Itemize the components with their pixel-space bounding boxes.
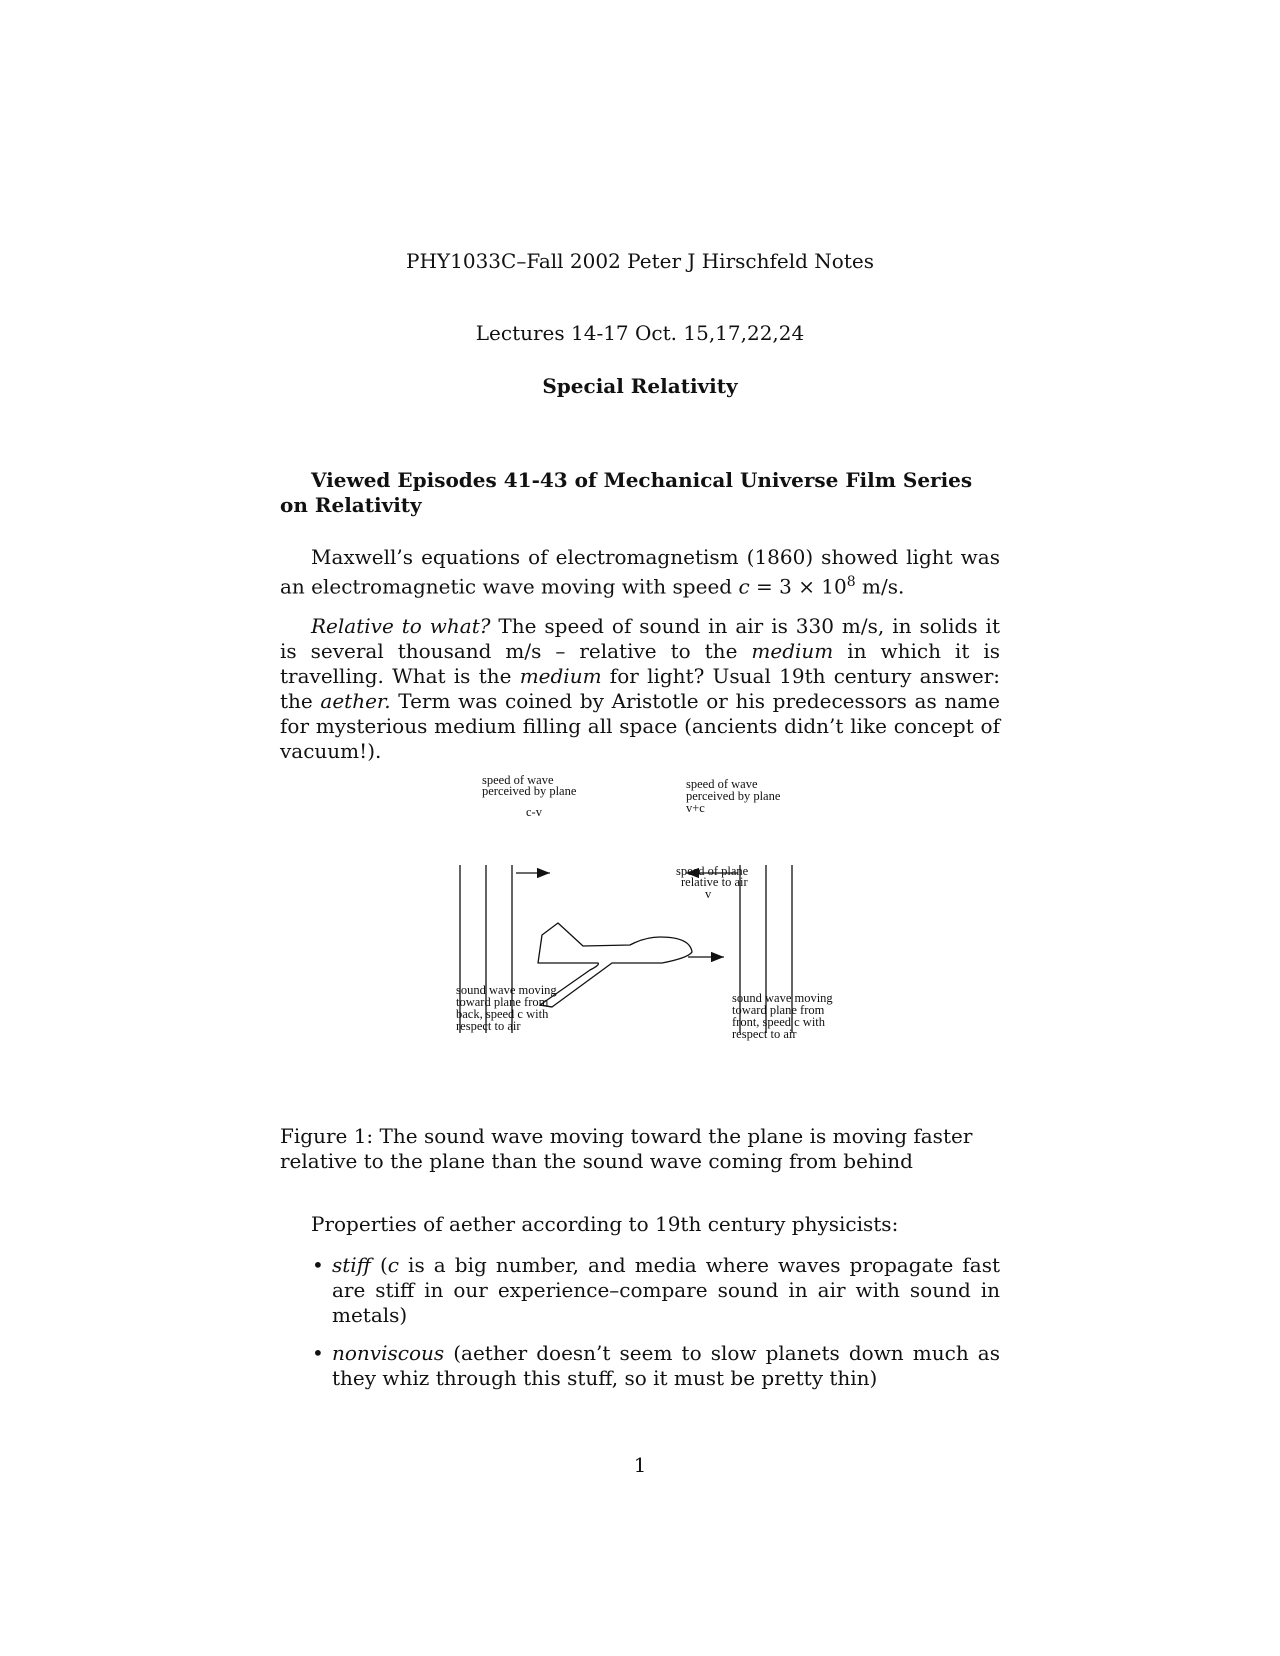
- right-bottom-label-3: front, speed c with: [732, 1015, 826, 1029]
- relative-text-b: in which it is travelling. What is the: [280, 639, 1001, 688]
- left-bottom-label-2: toward plane from: [456, 995, 549, 1009]
- properties-intro: Properties of aether according to 19th century physicists:: [311, 1212, 899, 1236]
- property-text: (aether doesn’t seem to slow planets down much as they whiz through this stuff, so it must be pretty thin): [332, 1341, 1000, 1390]
- relative-text-a: The speed of sound in air is 330 m/s, in solids it is several thousand m/s – relative to the: [280, 614, 1000, 663]
- left-top-label-2: perceived by plane: [482, 784, 577, 798]
- right-top-label-2: perceived by plane: [686, 789, 781, 803]
- bullet-icon: •: [312, 1341, 324, 1365]
- plane-arrow-label: v: [705, 887, 712, 901]
- course-header: PHY1033C–Fall 2002 Peter J Hirschfeld Notes: [406, 249, 874, 273]
- list-item: [300, 1253, 1000, 1328]
- left-bottom-label-1: sound wave moving: [456, 983, 557, 997]
- page-title: Special Relativity: [542, 374, 738, 398]
- right-bottom-label-4: respect to air: [732, 1027, 797, 1041]
- left-arrow-label: c-v: [526, 805, 542, 819]
- list-item: [300, 1341, 1000, 1391]
- relative-aether: aether.: [320, 689, 391, 713]
- section-heading: Viewed Episodes 41-43 of Mechanical Universe Film Series on Relativity: [280, 468, 973, 517]
- airplane-icon: [538, 923, 692, 1007]
- right-top-label-1: speed of wave: [686, 777, 758, 791]
- page-number: 1: [633, 1453, 647, 1477]
- right-bottom-label-1: sound wave moving: [732, 991, 833, 1005]
- paragraph-maxwell: [280, 545, 1000, 600]
- property-open: (: [370, 1253, 388, 1277]
- relative-question: Relative to what?: [311, 614, 491, 638]
- property-term: nonviscous: [332, 1341, 445, 1365]
- right-arrow-label: v+c: [686, 801, 705, 815]
- maxwell-text-a: Maxwell’s equations of electromagnetism (1860) showed light was an electromagnetic wave moving with speed: [280, 545, 1000, 599]
- maxwell-text-b: = 3 × 10: [749, 574, 847, 599]
- left-bottom-label-4: respect to air: [456, 1019, 521, 1033]
- figure-1-diagram: [440, 773, 860, 1105]
- relative-medium-1: medium: [751, 639, 834, 663]
- right-bottom-label-2: toward plane from: [732, 1003, 825, 1017]
- left-top-label-1: speed of wave: [482, 773, 554, 787]
- property-term: stiff: [332, 1253, 371, 1277]
- lectures-line: Lectures 14-17 Oct. 15,17,22,24: [475, 321, 805, 345]
- maxwell-var-c: c: [738, 574, 750, 599]
- relative-text-d: Term was coined by Aristotle or his predecessors as name for mysterious medium filling all space (ancients didn’t like concept of vacuum!).: [280, 689, 1000, 763]
- left-bottom-label-3: back, speed c with: [456, 1007, 549, 1021]
- bullet-icon: •: [312, 1253, 324, 1277]
- plane-label-1: speed of plane: [676, 864, 749, 878]
- figure-caption: Figure 1: The sound wave moving toward the plane is moving faster relative to the plane than the sound wave coming from behind: [280, 1124, 973, 1173]
- plane-label-2: relative to air: [681, 875, 748, 889]
- maxwell-unit: m/s.: [855, 574, 905, 599]
- property-text: is a big number, and media where waves propagate fast are stiff in our experience–compare sound in air with sound in metals): [332, 1253, 1000, 1327]
- relative-text-c: for light? Usual 19th century answer: the: [280, 664, 1000, 713]
- paragraph-relative: [280, 614, 1000, 764]
- relative-medium-2: medium: [519, 664, 602, 688]
- figure-svg: [440, 773, 860, 1105]
- maxwell-exponent: 8: [846, 574, 856, 590]
- properties-list: [300, 1253, 1000, 1404]
- property-var: c: [387, 1253, 399, 1277]
